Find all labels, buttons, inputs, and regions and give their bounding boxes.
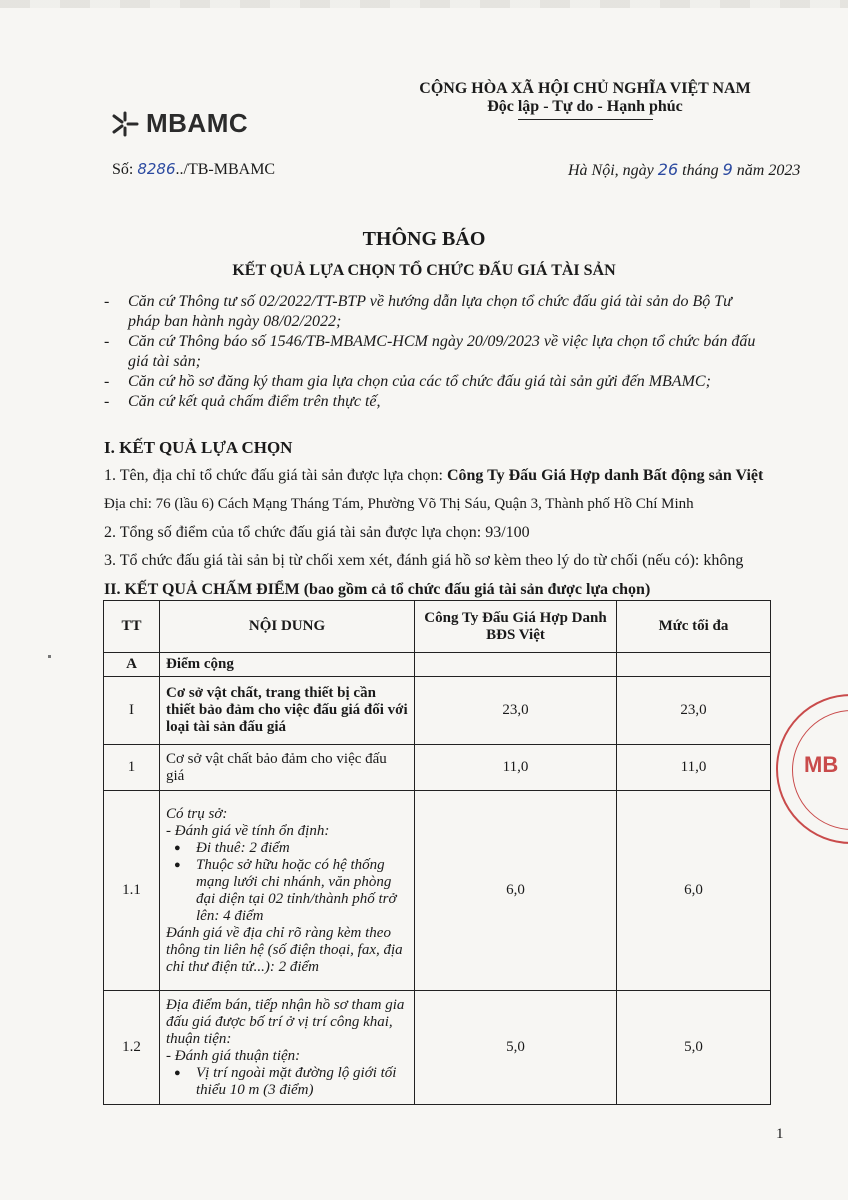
- table-row: 1.2 Địa điểm bán, tiếp nhận hồ sơ tham gia đấu giá được bố trí ở vị trí công khai, thuận tiện: - Đánh giá thuận tiện: ● Vị trí ngoài mặt đường lộ giới tối thiểu 10 m (3 điểm) 5,0 5,0: [104, 991, 771, 1105]
- country-name: CỘNG HÒA XÃ HỘI CHỦ NGHĨA VIỆT NAM: [419, 80, 751, 97]
- selected-organization-name: Công Ty Đấu Giá Hợp danh Bất động sản Việt: [446, 467, 764, 484]
- date-day: 26: [657, 160, 679, 179]
- national-motto: Độc lập - Tự do - Hạnh phúc: [487, 98, 683, 115]
- motto-underline: [518, 119, 653, 120]
- date-line: [568, 160, 800, 180]
- scoring-table: [103, 600, 771, 1105]
- mbamc-logo: [110, 108, 248, 139]
- table-row: 1 Cơ sở vật chất bảo đảm cho việc đấu giá 11,0 11,0: [104, 745, 771, 791]
- table-row: A Điểm cộng: [104, 653, 771, 677]
- date-month: 9: [722, 160, 733, 179]
- legal-bases: [104, 292, 764, 412]
- legal-basis-item: - Căn cứ hồ sơ đăng ký tham gia lựa chọn của các tổ chức đấu giá tài sản gửi đến MBAMC;: [104, 373, 711, 390]
- rejected-organizations: 3. Tổ chức đấu giá tài sản bị từ chối xem xét, đánh giá hồ sơ kèm theo lý do từ chối (nếu có): không: [104, 552, 744, 569]
- legal-basis-item: - Căn cứ Thông báo số 1546/TB-MBAMC-HCM ngày 20/09/2023 về việc lựa chọn tổ chức bán đấu giá tài sản;: [104, 333, 756, 370]
- seal-text: MB: [804, 752, 839, 777]
- page-number: 1: [776, 1126, 784, 1142]
- document-subtitle: KẾT QUẢ LỰA CHỌN TỔ CHỨC ĐẤU GIÁ TÀI SẢN: [232, 262, 616, 279]
- scan-top-edge: [0, 0, 848, 8]
- section-2-heading: II. KẾT QUẢ CHẤM ĐIỂM (bao gồm cả tổ chức đấu giá tài sản được lựa chọn): [104, 581, 651, 598]
- header-company: Công Ty Đấu Giá Hợp Danh BĐS Việt: [415, 601, 617, 653]
- selected-organization: 1. Tên, địa chỉ tổ chức đấu giá tài sản được lựa chọn: Công Ty Đấu Giá Hợp danh Bất động sản Việt: [104, 467, 764, 484]
- header-max: Mức tối đa: [617, 601, 771, 653]
- organization-address: Địa chỉ: 76 (lầu 6) Cách Mạng Tháng Tám, Phường Võ Thị Sáu, Quận 3, Thành phố Hồ Chí Minh: [104, 496, 694, 512]
- header-tt: TT: [104, 601, 160, 653]
- section-1-heading: I. KẾT QUẢ LỰA CHỌN: [104, 438, 293, 457]
- table-header-row: [104, 601, 771, 653]
- date-mid: tháng: [678, 162, 723, 179]
- doc-no-prefix: Số:: [112, 161, 138, 178]
- mbamc-logo-icon: [110, 111, 140, 137]
- logo-text: MBAMC: [146, 108, 249, 138]
- total-score: 2. Tổng số điểm của tổ chức đấu giá tài sản được lựa chọn: 93/100: [104, 524, 530, 541]
- legal-basis-item: - Căn cứ kết quả chấm điểm trên thực tế,: [104, 393, 381, 410]
- document-title: THÔNG BÁO: [362, 228, 486, 250]
- date-suffix: năm 2023: [732, 162, 801, 179]
- legal-basis-item: - Căn cứ Thông tư số 02/2022/TT-BTP về hướng dẫn lựa chọn tổ chức đấu giá tài sản do Bộ Tư pháp ban hành ngày 08/02/2022;: [104, 293, 732, 330]
- national-header: [400, 80, 770, 120]
- table-row: I Cơ sở vật chất, trang thiết bị cần thiết bảo đảm cho việc đấu giá đối với loại tài sản đấu giá 23,0 23,0: [104, 677, 771, 745]
- table-row: 1.1 Có trụ sở: - Đánh giá về tính ổn định: ● Đi thuê: 2 điểm ● Thuộc sở hữu hoặc có hệ thống mạng lưới chi nhánh, văn phòng đại diện tại 02 tỉnh/thành phố trở lên: 4 điểm Đánh giá về địa chỉ rõ ràng kèm theo thông tin liên hệ (số điện thoại, fax, địa chỉ thư điện tử...): 2 điểm 6,0 6,0: [104, 791, 771, 991]
- doc-no-suffix: ../TB-MBAMC: [175, 161, 276, 178]
- date-prefix: Hà Nội, ngày: [568, 162, 658, 179]
- doc-no-handwritten: 8286: [137, 160, 176, 178]
- header-content: NỘI DUNG: [160, 601, 415, 653]
- document-number: [112, 160, 275, 179]
- company-seal: [776, 694, 848, 844]
- scan-mark: [48, 655, 51, 658]
